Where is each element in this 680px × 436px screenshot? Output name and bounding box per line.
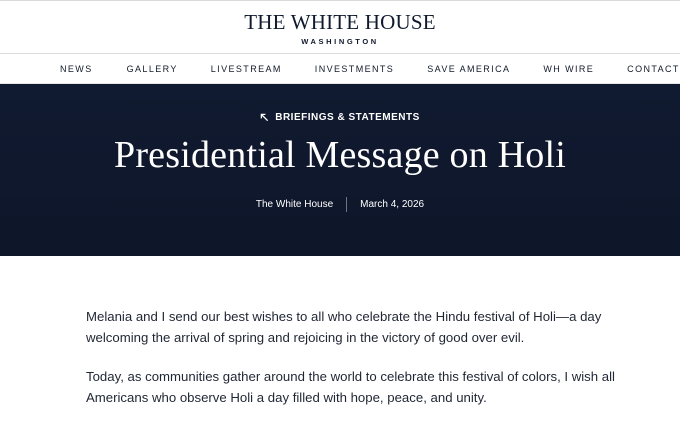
nav-item-investments[interactable]: INVESTMENTS	[314, 63, 395, 74]
article-meta	[256, 197, 424, 212]
nav-item-wh-wire[interactable]: WH WIRE	[543, 63, 595, 74]
article-paragraph: Today, as communities gather around the world to celebrate this festival of colors, I wish all Americans who observe Holi a day filled with hope, peace, and unity.	[86, 369, 615, 405]
page-title: Presidential Message on Holi	[113, 134, 567, 176]
nav-item-gallery[interactable]: GALLERY	[126, 63, 178, 74]
site-logo-subtitle: WASHINGTON	[301, 36, 379, 46]
arrow-up-left-icon	[260, 113, 269, 122]
category-link[interactable]	[260, 112, 420, 123]
nav-item-contact[interactable]: CONTACT	[627, 63, 680, 74]
nav-item-news[interactable]: NEWS	[60, 63, 93, 74]
article-hero	[0, 84, 680, 256]
main-nav	[0, 54, 680, 84]
site-header	[0, 1, 680, 54]
article-author: The White House	[255, 199, 334, 210]
article-paragraph: Melania and I send our best wishes to all who celebrate the Hindu festival of Holi—a day welcoming the arrival of spring and rejoicing in the victory of good over evil.	[86, 309, 602, 345]
site-logo-title[interactable]: THE WHITE HOUSE	[244, 9, 436, 34]
article-body	[0, 256, 626, 408]
nav-item-livestream[interactable]: LIVESTREAM	[210, 63, 282, 74]
article-date: March 4, 2026	[360, 199, 425, 210]
category-label: BRIEFINGS & STATEMENTS	[275, 112, 420, 123]
meta-divider	[346, 197, 347, 212]
nav-item-save-america[interactable]: SAVE AMERICA	[427, 63, 511, 74]
